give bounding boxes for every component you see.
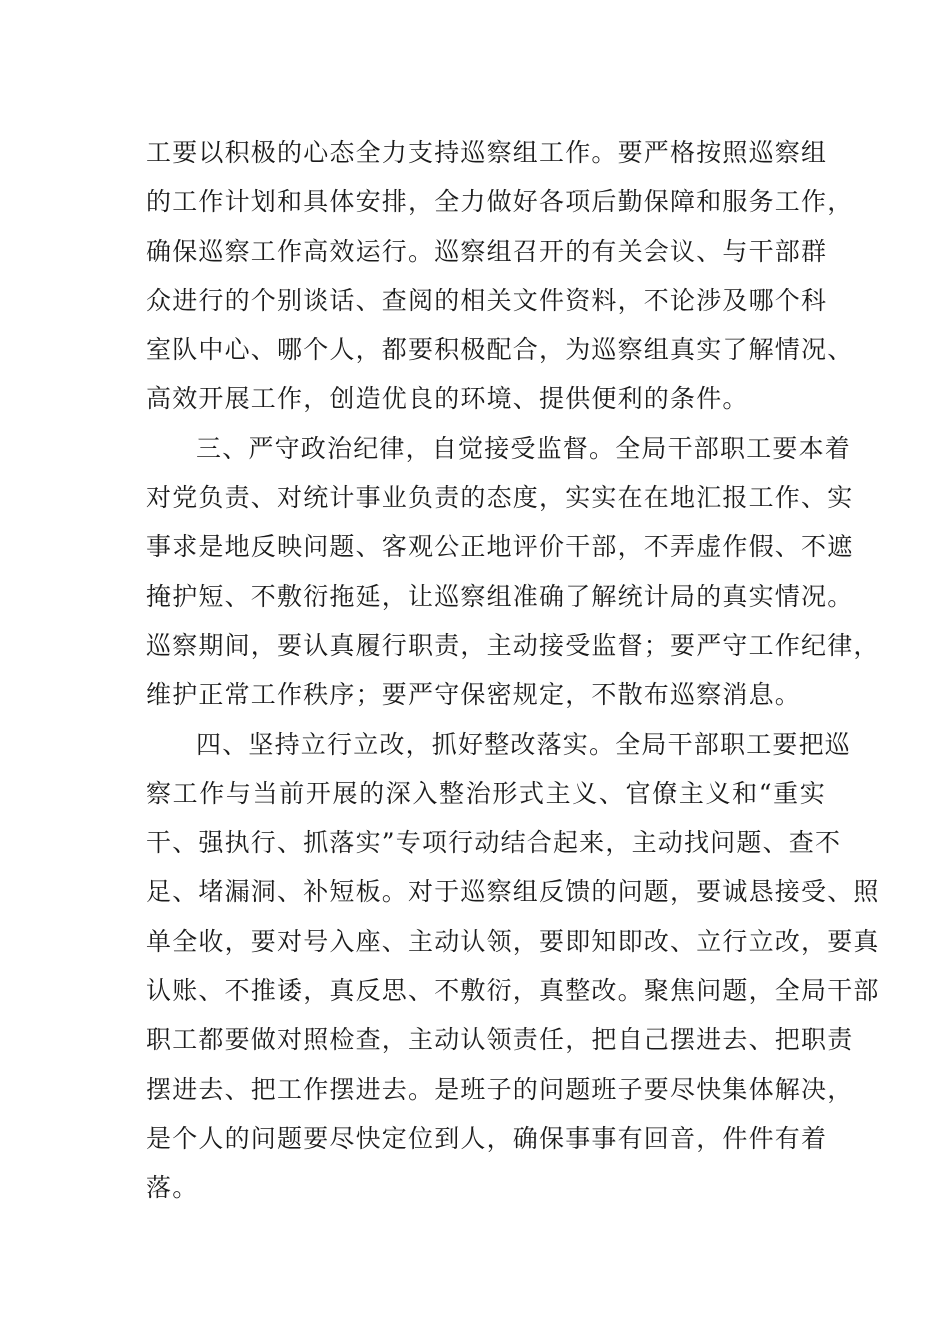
text-line: 掩护短、不敷衍拖延，让巡察组准确了解统计局的真实情况。 [146, 581, 854, 611]
text-line: 对党负责、对统计事业负责的态度，实实在在地汇报工作、实 [146, 483, 854, 513]
text-line: 摆进去、把工作摆进去。是班子的问题班子要尽快集体解决， [146, 1074, 854, 1104]
text-line: 足、堵漏洞、补短板。对于巡察组反馈的问题，要诚恳接受、照 [146, 877, 880, 907]
text-line: 的工作计划和具体安排，全力做好各项后勤保障和服务工作， [146, 187, 854, 217]
text-line: 维护正常工作秩序；要严守保密规定，不散布巡察消息。 [146, 680, 802, 710]
body-text [146, 128, 880, 1213]
text-line: 室队中心、哪个人，都要积极配合，为巡察组真实了解情况、 [146, 335, 854, 365]
text-line: 职工都要做对照检查，主动认领责任，把自己摆进去、把职责 [146, 1025, 854, 1055]
text-line: 认账、不推诿，真反思、不敷衍，真整改。聚焦问题，全局干部 [146, 976, 880, 1006]
text-line: 事求是地反映问题、客观公正地评价干部，不弄虚作假、不遮 [146, 532, 854, 562]
text-line: 工要以积极的心态全力支持巡察组工作。要严格按照巡察组 [146, 138, 828, 167]
paragraph-heading-line: 四、坚持立行立改，抓好整改落实。全局干部职工要把巡 [196, 729, 852, 759]
paragraph-heading-line: 三、严守政治纪律，自觉接受监督。全局干部职工要本着 [196, 433, 852, 463]
text-line: 干、强执行、抓落实”专项行动结合起来，主动找问题、查不 [146, 828, 842, 858]
text-line: 单全收，要对号入座、主动认领，要即知即改、立行立改，要真 [146, 926, 880, 956]
text-line: 确保巡察工作高效运行。巡察组召开的有关会议、与干部群 [146, 236, 828, 266]
text-line: 落。 [146, 1173, 199, 1203]
text-line: 众进行的个别谈话、查阅的相关文件资料，不论涉及哪个科 [146, 285, 828, 315]
text-line: 巡察期间，要认真履行职责，主动接受监督；要严守工作纪律， [146, 630, 880, 660]
text-line: 高效开展工作，创造优良的环境、提供便利的条件。 [146, 384, 749, 414]
text-line: 是个人的问题要尽快定位到人，确保事事有回音，件件有着 [146, 1123, 828, 1153]
text-line: 察工作与当前开展的深入整治形式主义、官僚主义和“重实 [146, 778, 826, 808]
